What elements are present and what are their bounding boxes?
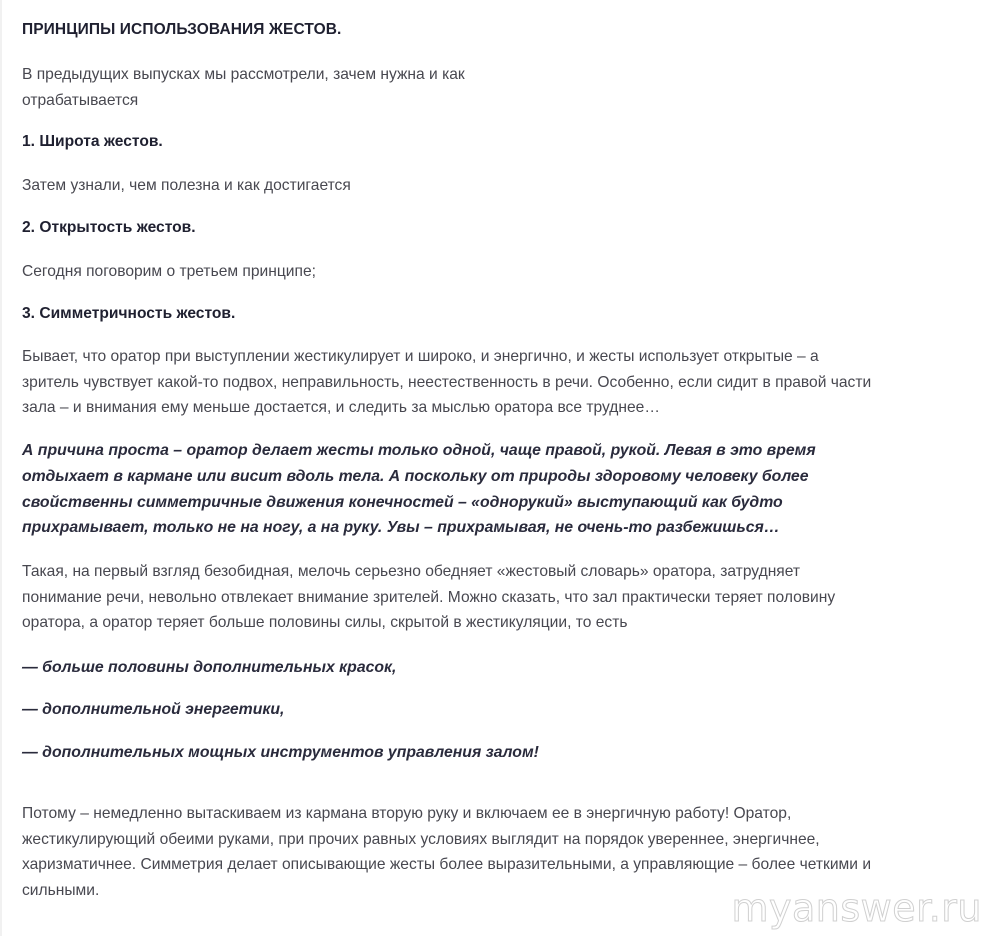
article-title: ПРИНЦИПЫ ИСПОЛЬЗОВАНИЯ ЖЕСТОВ. <box>22 21 342 38</box>
paragraph-line: харизматичнее. Симметрия делает описывающие жесты более выразительными, а управляющие – более четкими и <box>22 856 872 873</box>
bullet-energy: — дополнительной энергетики, <box>22 701 285 718</box>
paragraph-line: зритель чувствует какой-то подвох, неправильность, неестественность в речи. Особенно, если сидит в правой части <box>22 373 872 391</box>
bullet-colors: — больше половины дополнительных красок, <box>22 659 397 676</box>
paragraph-line: сильными. <box>22 881 100 899</box>
paragraph-line: Такая, на первый взгляд безобидная, мелочь серьезно обедняет «жестовый словарь» оратора, затрудняет <box>22 563 801 580</box>
paragraph-line: зала – и внимания ему меньше достается, и следить за мыслью оратора все труднее… <box>22 399 660 416</box>
bullet-instruments: — дополнительных мощных инструментов управления залом! <box>22 744 539 761</box>
paragraph-line: Потому – немедленно вытаскиваем из кармана вторую руку и включаем ее в энергичную работу! Оратор, <box>22 805 792 822</box>
page-left-border <box>0 0 2 936</box>
intro-line: отрабатывается <box>22 91 139 109</box>
heading-breadth: 1. Широта жестов. <box>22 133 163 150</box>
paragraph-line: понимание речи, невольно отвлекает внимание зрителей. Можно сказать, что зал практически теряет половину <box>22 588 836 606</box>
paragraph-line: оратора, а оратор теряет больше половины силы, скрытой в жестикуляции, то есть <box>22 614 628 631</box>
paragraph-line: жестикулирующий обеими руками, при прочих равных условиях выглядит на порядок увереннее, энергичнее, <box>22 830 820 848</box>
emphasis-line: свойственны симметричные движения конечностей – «однорукий» выступающий как будто <box>22 493 783 511</box>
site-watermark: myanswer.ru <box>731 886 982 930</box>
paragraph-vocabulary <box>22 559 835 636</box>
intro-line: В предыдущих выпусках мы рассмотрели, зачем нужна и как <box>22 66 465 83</box>
heading-symmetry: 3. Симметричность жестов. <box>22 305 236 322</box>
emphasis-line: прихрамывает, только не на ногу, а на руку. Увы – прихрамывая, не очень-то разбежишься… <box>22 519 780 537</box>
intro-paragraph <box>22 62 465 113</box>
paragraph-then-learned: Затем узнали, чем полезна и как достигается <box>22 177 351 194</box>
paragraph-line: Бывает, что оратор при выступлении жестикулирует и широко, и энергично, и жесты использует открытые – а <box>22 348 819 365</box>
paragraph-speaker-gestures <box>22 344 871 421</box>
emphasis-line: отдыхает в кармане или висит вдоль тела. А поскольку от природы здоровому человеку более <box>22 467 809 485</box>
heading-openness: 2. Открытость жестов. <box>22 219 196 236</box>
emphasis-paragraph <box>22 438 816 541</box>
emphasis-line: А причина проста – оратор делает жесты только одной, чаще правой, рукой. Левая в это время <box>22 442 816 459</box>
paragraph-today: Сегодня поговорим о третьем принципе; <box>22 263 316 280</box>
